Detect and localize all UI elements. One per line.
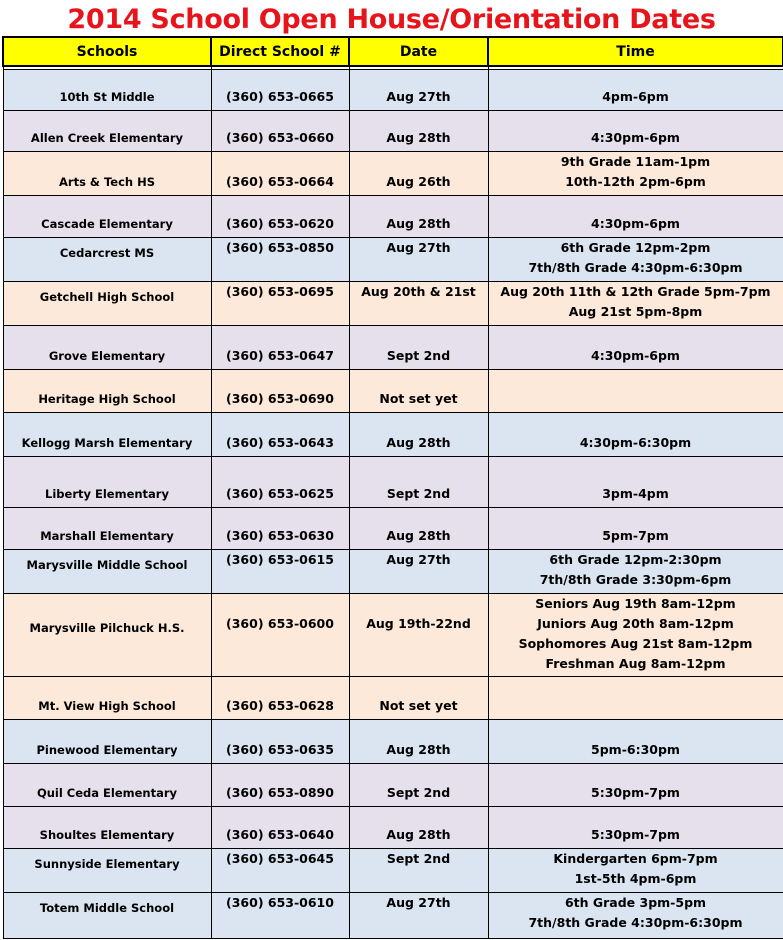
- table-row: [3, 282, 783, 326]
- time-line: 5:30pm-7pm: [591, 827, 680, 842]
- time-line: Juniors Aug 20th 8am-12pm: [537, 616, 734, 631]
- time-line: Kindergarten 6pm-7pm: [553, 851, 718, 866]
- time-line: 4:30pm-6pm: [591, 348, 680, 363]
- school-name-cell: Cascade Elementary: [3, 196, 211, 238]
- table-row: [3, 238, 783, 282]
- phone-cell: (360) 653-0620: [211, 196, 349, 238]
- table-row: [3, 152, 783, 196]
- time-cell: [488, 111, 783, 152]
- phone-cell: (360) 653-0850: [211, 238, 349, 282]
- time-line: 6th Grade 12pm-2pm: [560, 240, 711, 255]
- phone-cell: (360) 653-0630: [211, 508, 349, 550]
- open-house-table: [2, 36, 783, 939]
- time-line: Aug 20th 11th & 12th Grade 5pm-7pm: [500, 284, 771, 299]
- time-line: 4pm-6pm: [602, 89, 669, 104]
- time-cell: [488, 849, 783, 893]
- date-cell: Aug 28th: [349, 720, 488, 764]
- table-row: [3, 677, 783, 720]
- school-name-cell: Arts & Tech HS: [3, 152, 211, 196]
- phone-cell: (360) 653-0690: [211, 370, 349, 413]
- school-name-cell: Marshall Elementary: [3, 508, 211, 550]
- phone-cell: (360) 653-0628: [211, 677, 349, 720]
- phone-cell: (360) 653-0625: [211, 457, 349, 508]
- table-row: [3, 508, 783, 550]
- table-row: [3, 807, 783, 849]
- time-cell: [488, 282, 783, 326]
- phone-cell: (360) 653-0645: [211, 849, 349, 893]
- time-cell: [488, 196, 783, 238]
- time-cell: [488, 594, 783, 677]
- school-name-cell: Allen Creek Elementary: [3, 111, 211, 152]
- table-row: [3, 70, 783, 111]
- schedule-body: [3, 66, 783, 939]
- school-name-cell: Getchell High School: [3, 282, 211, 326]
- time-cell: [488, 893, 783, 939]
- header-time: Time: [488, 37, 783, 66]
- date-cell: Aug 27th: [349, 238, 488, 282]
- date-cell: Aug 27th: [349, 70, 488, 111]
- time-line: 5pm-7pm: [602, 528, 669, 543]
- header-phone: Direct School #: [211, 37, 349, 66]
- time-cell: [488, 807, 783, 849]
- table-row: [3, 720, 783, 764]
- school-name-cell: Pinewood Elementary: [3, 720, 211, 764]
- time-cell: [488, 152, 783, 196]
- time-cell: [488, 326, 783, 370]
- time-line: 6th Grade 12pm-2:30pm: [549, 552, 722, 567]
- time-line: 7th/8th Grade 4:30pm-6:30pm: [528, 915, 743, 930]
- time-cell: [488, 677, 783, 720]
- time-line: Aug 21st 5pm-8pm: [568, 304, 703, 319]
- date-cell: Sept 2nd: [349, 326, 488, 370]
- table-row: [3, 413, 783, 457]
- school-name-cell: Marysville Pilchuck H.S.: [3, 594, 211, 677]
- table-row: [3, 594, 783, 677]
- phone-cell: (360) 653-0660: [211, 111, 349, 152]
- date-cell: Aug 26th: [349, 152, 488, 196]
- phone-cell: (360) 653-0643: [211, 413, 349, 457]
- table-row: [3, 111, 783, 152]
- phone-cell: (360) 653-0665: [211, 70, 349, 111]
- school-name-cell: Sunnyside Elementary: [3, 849, 211, 893]
- school-name-cell: Grove Elementary: [3, 326, 211, 370]
- time-line: 7th/8th Grade 4:30pm-6:30pm: [528, 260, 743, 275]
- time-cell: [488, 238, 783, 282]
- school-name-cell: 10th St Middle: [3, 70, 211, 111]
- time-line: 5:30pm-7pm: [591, 785, 680, 800]
- time-cell: [488, 764, 783, 807]
- date-cell: Aug 27th: [349, 550, 488, 594]
- school-name-cell: Kellogg Marsh Elementary: [3, 413, 211, 457]
- time-cell: [488, 550, 783, 594]
- time-line: Seniors Aug 19th 8am-12pm: [535, 596, 736, 611]
- table-row: [3, 196, 783, 238]
- table-row: [3, 764, 783, 807]
- date-cell: Sept 2nd: [349, 764, 488, 807]
- table-row: [3, 550, 783, 594]
- phone-cell: (360) 653-0647: [211, 326, 349, 370]
- school-name-cell: Heritage High School: [3, 370, 211, 413]
- date-cell: Aug 28th: [349, 508, 488, 550]
- date-cell: Not set yet: [349, 370, 488, 413]
- time-cell: [488, 370, 783, 413]
- phone-cell: (360) 653-0695: [211, 282, 349, 326]
- date-cell: Sept 2nd: [349, 849, 488, 893]
- time-line: 4:30pm-6pm: [591, 216, 680, 231]
- date-cell: Aug 28th: [349, 807, 488, 849]
- date-cell: Sept 2nd: [349, 457, 488, 508]
- phone-cell: (360) 653-0610: [211, 893, 349, 939]
- school-name-cell: Marysville Middle School: [3, 550, 211, 594]
- date-cell: Aug 27th: [349, 893, 488, 939]
- time-line: 4:30pm-6pm: [591, 130, 680, 145]
- time-line: 3pm-4pm: [602, 486, 669, 501]
- header-schools: Schools: [3, 37, 211, 66]
- table-row: [3, 326, 783, 370]
- time-cell: [488, 720, 783, 764]
- phone-cell: (360) 653-0890: [211, 764, 349, 807]
- school-name-cell: Cedarcrest MS: [3, 238, 211, 282]
- time-line: 9th Grade 11am-1pm: [560, 154, 711, 169]
- school-name-cell: Quil Ceda Elementary: [3, 764, 211, 807]
- phone-cell: (360) 653-0664: [211, 152, 349, 196]
- phone-cell: (360) 653-0600: [211, 594, 349, 677]
- time-line: Sophomores Aug 21st 8am-12pm: [518, 636, 753, 651]
- time-line: 1st-5th 4pm-6pm: [574, 871, 697, 886]
- date-cell: Not set yet: [349, 677, 488, 720]
- time-cell: [488, 457, 783, 508]
- table-row: [3, 849, 783, 893]
- date-cell: Aug 28th: [349, 413, 488, 457]
- table-row: [3, 370, 783, 413]
- time-cell: [488, 508, 783, 550]
- header-row: [3, 37, 783, 66]
- school-name-cell: Liberty Elementary: [3, 457, 211, 508]
- time-line: 7th/8th Grade 3:30pm-6pm: [539, 572, 732, 587]
- date-cell: Aug 28th: [349, 111, 488, 152]
- time-line: 10th-12th 2pm-6pm: [565, 174, 706, 189]
- school-name-cell: Shoultes Elementary: [3, 807, 211, 849]
- time-cell: [488, 70, 783, 111]
- time-line: 5pm-6:30pm: [591, 742, 680, 757]
- time-line: Freshman Aug 8am-12pm: [545, 656, 726, 671]
- time-line: 4:30pm-6:30pm: [579, 435, 692, 450]
- header-date: Date: [349, 37, 488, 66]
- phone-cell: (360) 653-0635: [211, 720, 349, 764]
- date-cell: Aug 20th & 21st: [349, 282, 488, 326]
- table-row: [3, 893, 783, 939]
- table-row: [3, 457, 783, 508]
- school-name-cell: Mt. View High School: [3, 677, 211, 720]
- date-cell: Aug 19th-22nd: [349, 594, 488, 677]
- time-line: 6th Grade 3pm-5pm: [564, 895, 707, 910]
- phone-cell: (360) 653-0615: [211, 550, 349, 594]
- date-cell: Aug 28th: [349, 196, 488, 238]
- school-name-cell: Totem Middle School: [3, 893, 211, 939]
- page-title: 2014 School Open House/Orientation Dates: [67, 4, 716, 35]
- time-cell: [488, 413, 783, 457]
- phone-cell: (360) 653-0640: [211, 807, 349, 849]
